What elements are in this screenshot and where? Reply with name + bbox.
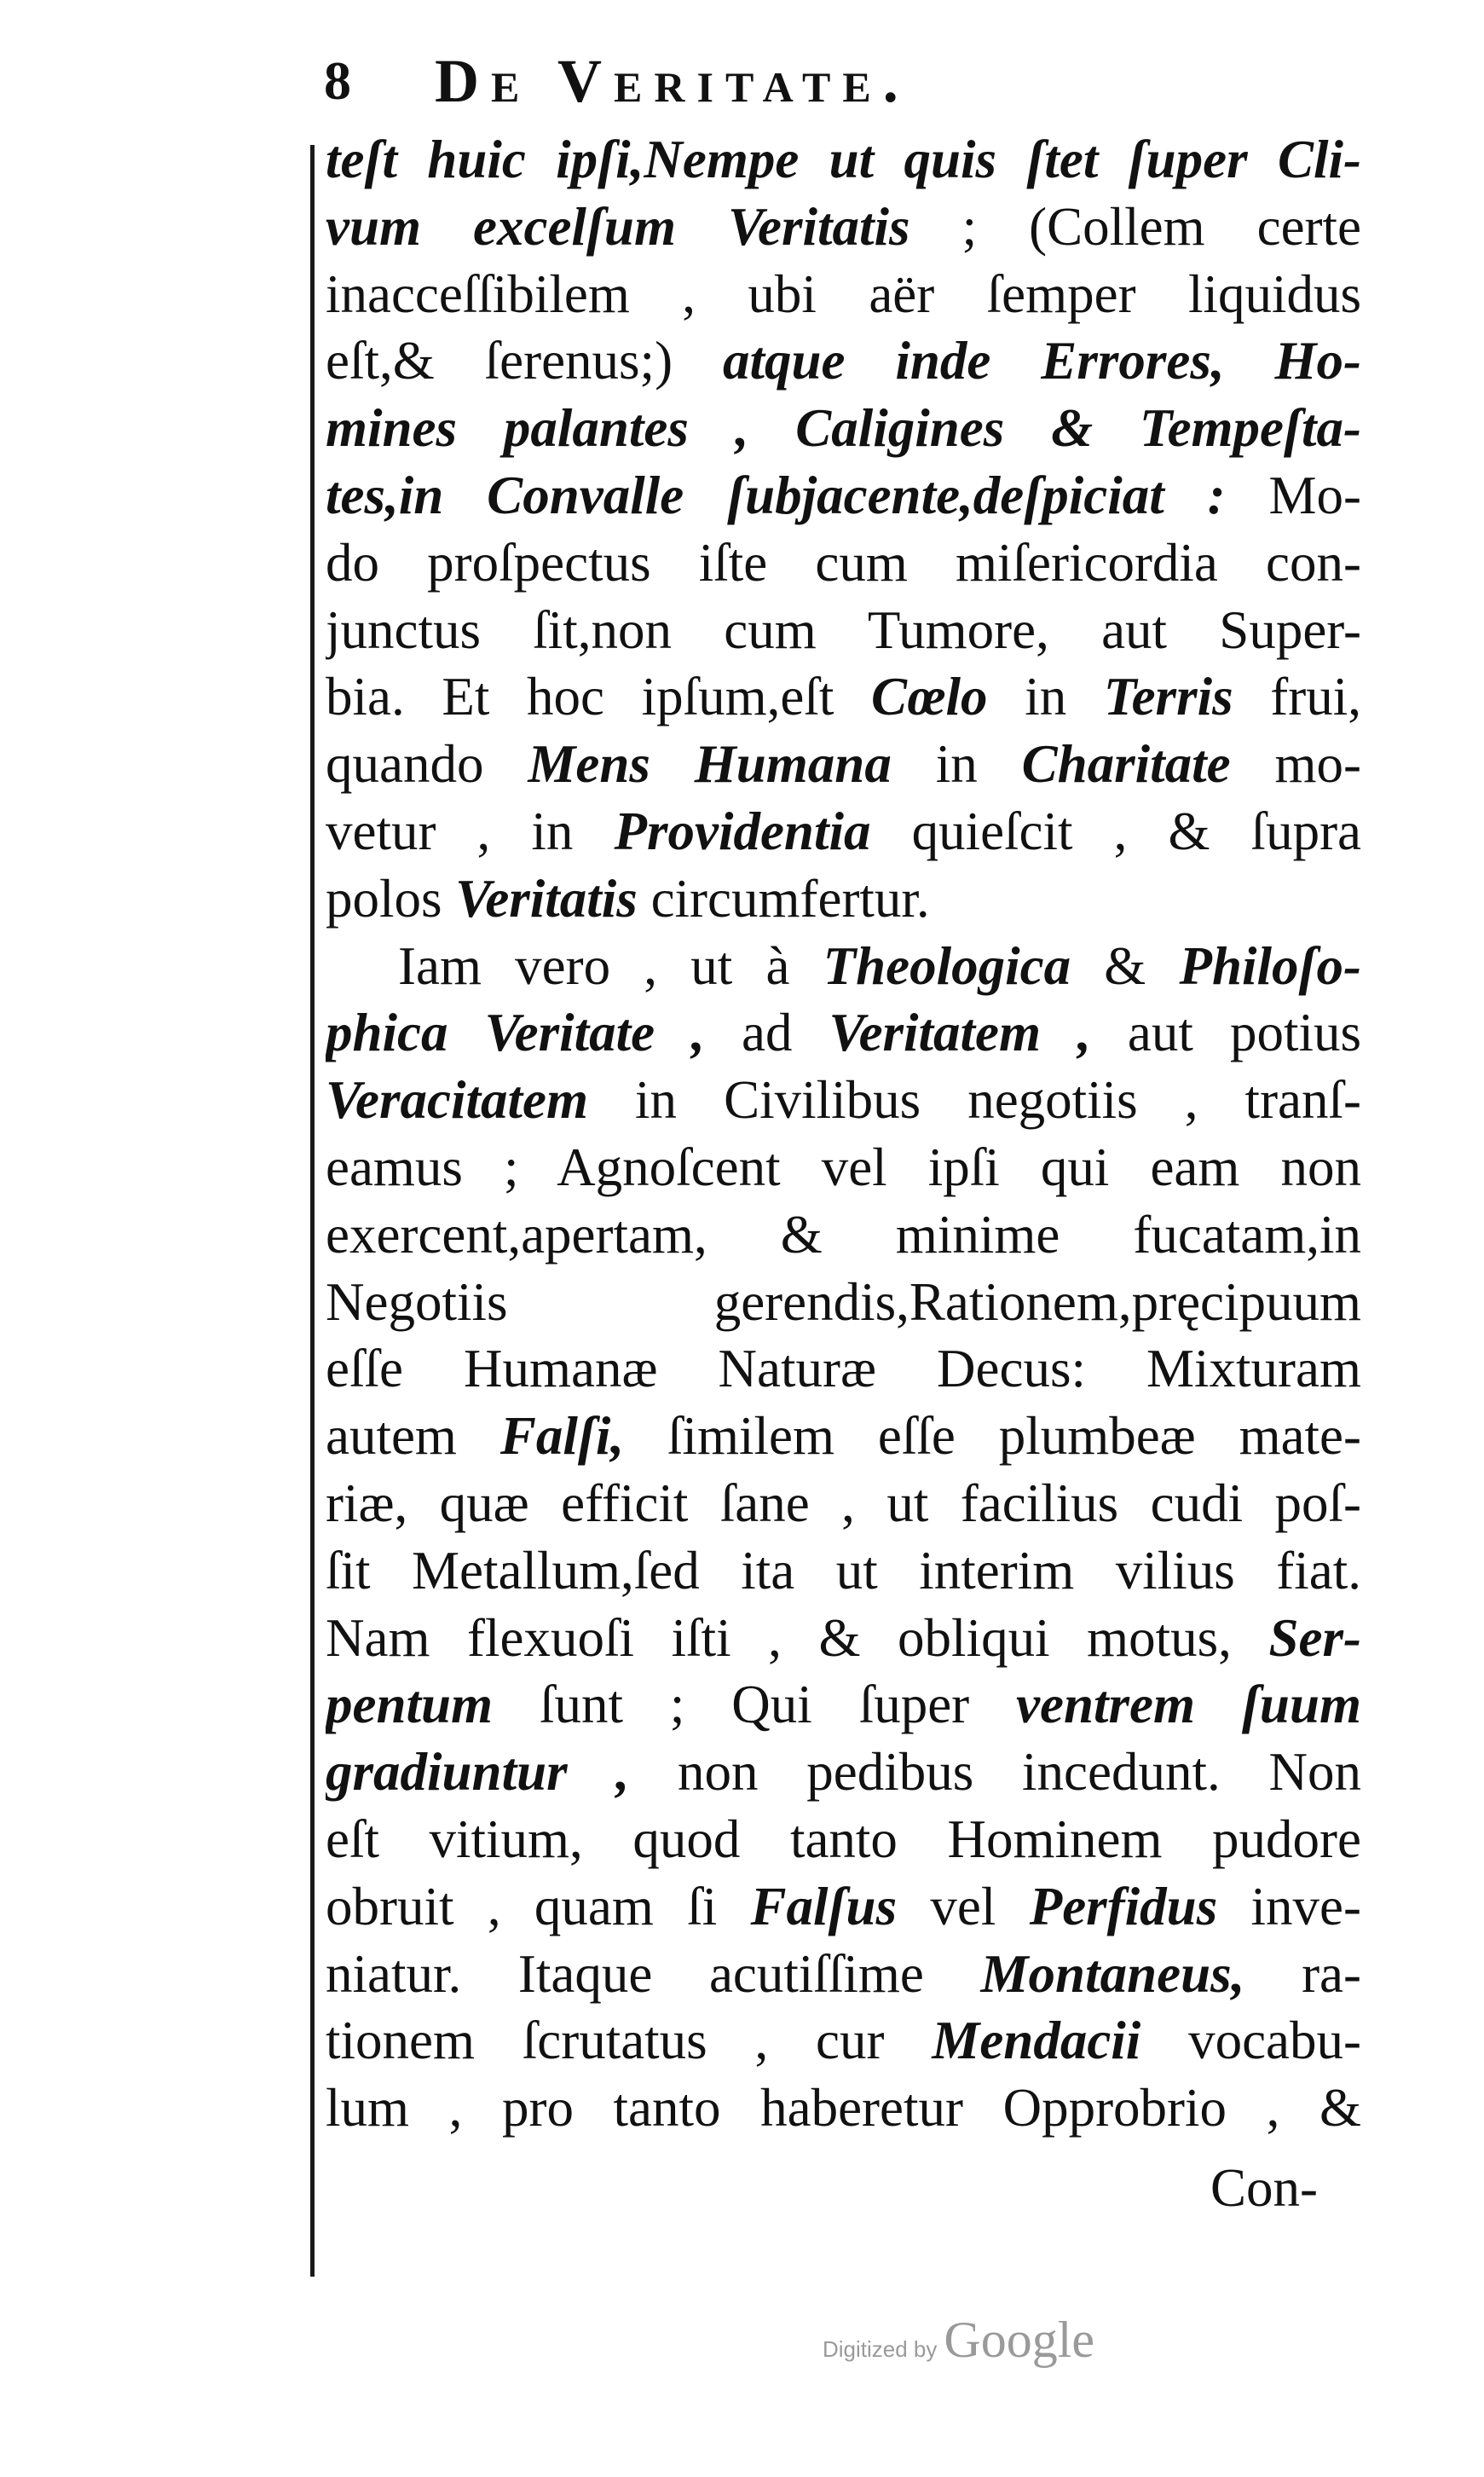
text-line: eſt vitium, quod tanto Hominem pudore xyxy=(326,1809,1361,1869)
text-line: Iam vero , ut à Theologica & Philoſo- xyxy=(398,935,1361,996)
running-head: De Veritate. xyxy=(435,46,910,115)
digitized-label: Digitized by xyxy=(823,2336,938,2362)
text-line: vetur , in Providentia quieſcit , & ſupra xyxy=(326,801,1361,861)
body-text xyxy=(326,126,1361,2142)
text-line: pentum ſunt ; Qui ſuper ventrem ſuum xyxy=(326,1675,1361,1735)
text-line: phica Veritate , ad Veritatem , aut potius xyxy=(326,1003,1361,1063)
gutter-line xyxy=(310,145,315,2277)
text-line: niatur. Itaque acutiſſime Montaneus, ra- xyxy=(326,1943,1361,2004)
text-line: polos Veritatis circumfertur. xyxy=(326,868,930,929)
text-line: eamus ; Agnoſcent vel ipſi qui eam non xyxy=(326,1137,1361,1197)
page-number: 8 xyxy=(324,50,351,111)
text-line: Veracitatem in Civilibus negotiis , tranſ- xyxy=(326,1070,1361,1131)
text-line: autem Falſi, ſimilem eſſe plumbeæ mate- xyxy=(326,1406,1361,1467)
digitization-watermark xyxy=(823,2311,1094,2370)
text-line: eſſe Humanæ Naturæ Decus: Mixturam xyxy=(326,1339,1361,1399)
text-line: Negotiis gerendis,Rationem,pręcipuum xyxy=(326,1271,1361,1332)
text-line: do proſpectus iſte cum miſericordia con- xyxy=(326,532,1361,593)
text-line: eſt,& ſerenus;) atque inde Errores, Ho- xyxy=(326,331,1361,391)
text-line: bia. Et hoc ipſum,eſt Cœlo in Terris frui, xyxy=(326,667,1361,727)
text-line: vum excelſum Veritatis ; (Collem certe xyxy=(326,196,1361,257)
google-logo: Google xyxy=(944,2312,1095,2368)
text-line: teſt huic ipſi,Nempe ut quis ſtet ſuper Cli- xyxy=(326,130,1361,189)
text-line: quando Mens Humana in Charitate mo- xyxy=(326,734,1361,795)
catchword: Con- xyxy=(1210,2158,1318,2218)
text-line: tionem ſcrutatus , cur Mendacii vocabu- xyxy=(326,2011,1361,2071)
text-line: tes,in Convalle ſubjacente,deſpiciat : Mo- xyxy=(326,465,1361,525)
text-line: lum , pro tanto haberetur Opprobrio , & xyxy=(326,2078,1361,2138)
text-line: junctus ſit,non cum Tumore, aut Super- xyxy=(326,599,1361,660)
page-header xyxy=(324,34,1381,128)
text-line: gradiuntur , non pedibus incedunt. Non xyxy=(326,1742,1361,1803)
text-line: ſit Metallum,ſed ita ut interim vilius fiat. xyxy=(326,1540,1361,1600)
text-line: mines palantes , Caligines & Tempeſta- xyxy=(326,398,1361,459)
text-line: obruit , quam ſi Falſus vel Perfidus inve- xyxy=(326,1876,1361,1936)
text-line: Nam flexuoſi iſti , & obliqui motus, Ser- xyxy=(326,1607,1361,1668)
text-line: exercent,apertam, & minime fucatam,in xyxy=(326,1204,1361,1265)
text-line: riæ, quæ efficit ſane , ut facilius cudi poſ- xyxy=(326,1473,1361,1533)
text-line: inacceſſibilem , ubi aër ſemper liquidus xyxy=(326,263,1361,324)
